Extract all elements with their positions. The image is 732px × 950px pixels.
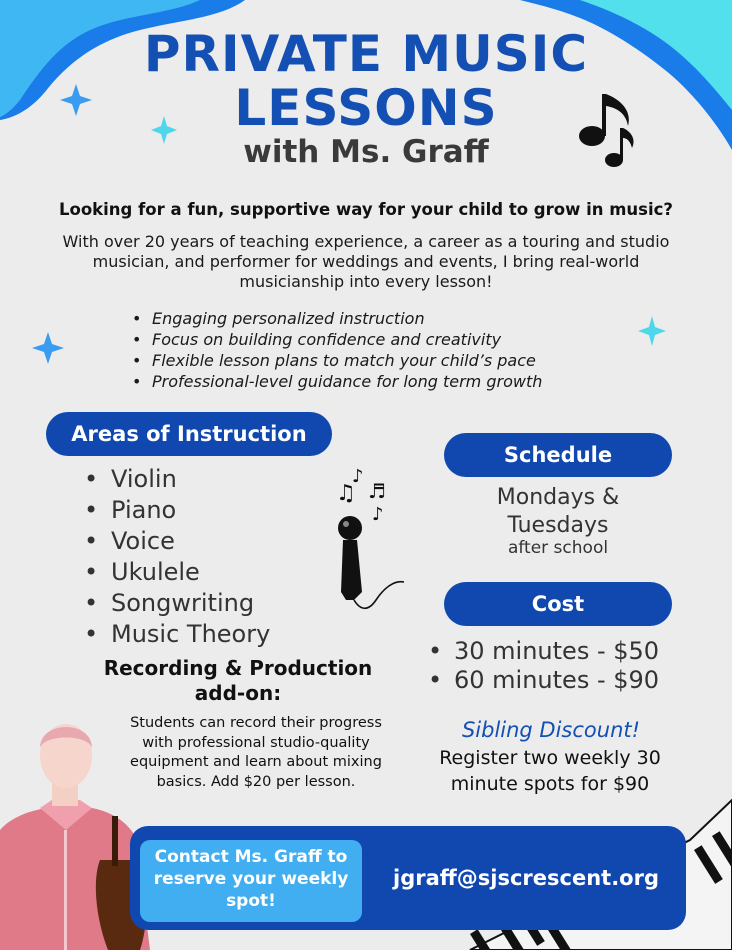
list-item: • Professional-level guidance for long term growth <box>132 371 652 392</box>
areas-heading: Areas of Instruction <box>46 412 332 456</box>
benefits-list <box>132 308 652 392</box>
list-item: • 60 minutes - $90 <box>428 666 659 695</box>
intro-headline: Looking for a fun, supportive way for your child to grow in music? <box>58 200 673 219</box>
recording-body: Students can record their progress with professional studio-quality equipment and learn about mixing basics. Add $20 per lesson. <box>130 715 382 790</box>
schedule-time: after school <box>507 538 609 558</box>
svg-text:♬: ♬ <box>368 479 386 503</box>
cost-list <box>428 637 659 695</box>
recording-title: Recording & Production add-on: <box>103 656 373 705</box>
instrument-list <box>84 464 270 650</box>
list-item: • Focus on building confidence and creativity <box>132 329 652 350</box>
microphone-icon <box>336 466 404 608</box>
schedule-heading: Schedule <box>444 433 672 477</box>
cost-heading: Cost <box>444 582 672 626</box>
list-item: • Songwriting <box>84 588 270 619</box>
list-item: • Voice <box>84 526 270 557</box>
sibling-body: Register two weekly 30 minute spots for $90 <box>439 747 661 795</box>
svg-text:♪: ♪ <box>372 504 384 525</box>
subtitle: with Ms. Graff <box>243 134 489 170</box>
contact-email[interactable]: jgraff@sjscrescent.org <box>393 866 659 890</box>
list-item: • Engaging personalized instruction <box>132 308 652 329</box>
list-item: • Piano <box>84 495 270 526</box>
list-item: • Music Theory <box>84 619 270 650</box>
list-item: • 30 minutes - $50 <box>428 637 659 666</box>
title-line-2: LESSONS <box>234 79 498 137</box>
sibling-title: Sibling Discount! <box>461 718 641 742</box>
list-item: • Flexible lesson plans to match your child’s pace <box>132 350 652 371</box>
svg-text:♫: ♫ <box>336 481 356 506</box>
list-item: • Violin <box>84 464 270 495</box>
svg-text:♪: ♪ <box>352 466 364 487</box>
contact-cta: Contact Ms. Graff to reserve your weekly spot! <box>140 840 362 922</box>
schedule-days: Mondays & Tuesdays <box>496 485 620 538</box>
title-line-1: PRIVATE MUSIC <box>143 25 589 83</box>
intro-body: With over 20 years of teaching experience, a career as a touring and studio musician, and performer for weddings and events, I bring real-world musicianship into every lesson! <box>62 232 670 291</box>
sparkle-icon <box>32 332 64 364</box>
list-item: • Ukulele <box>84 557 270 588</box>
